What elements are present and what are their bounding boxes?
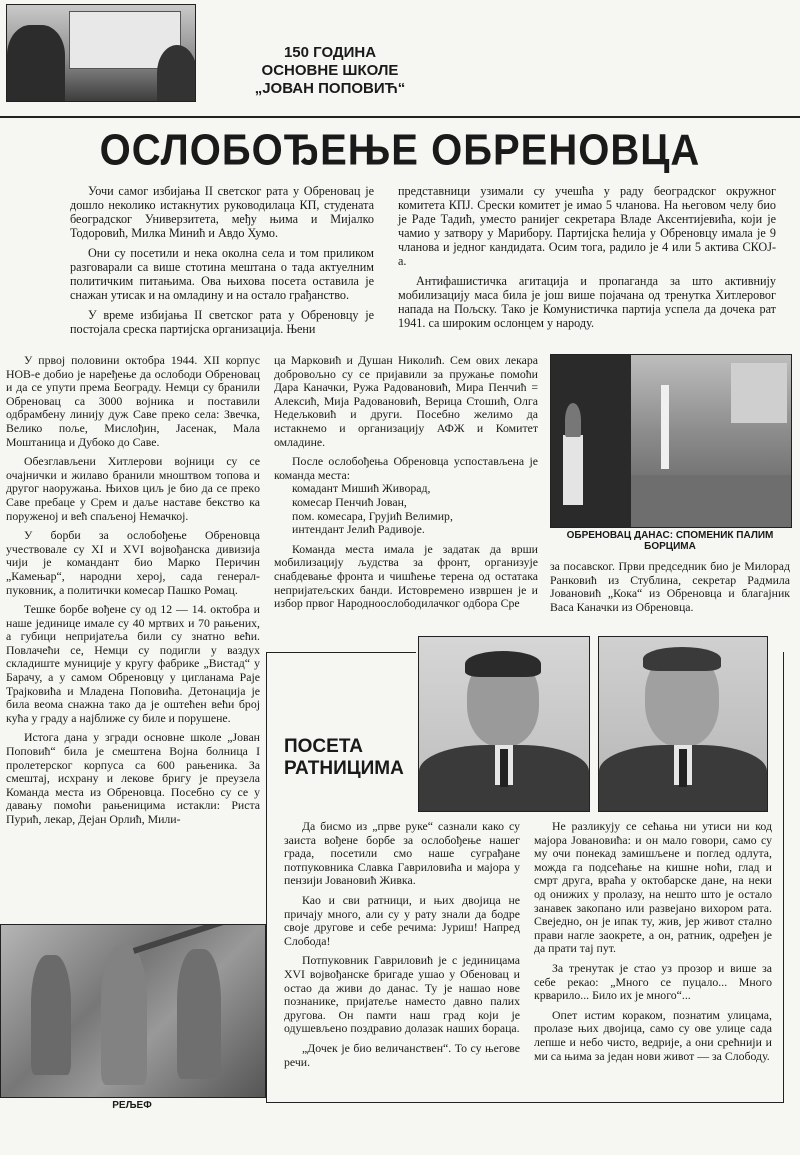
portrait-gavrilovic xyxy=(418,636,590,812)
school-building-photo xyxy=(6,4,196,102)
paragraph: У борби за ослобођење Обреновца учествовале су XI и XVI војвођанска дивизија чији је командант био Марко Перичин „Камењар“, народни херој, сада генерал-пуковник, а политички комесар Пашко Ромац. xyxy=(6,528,260,597)
command-member: комадант Мишић Живорад, xyxy=(292,481,431,496)
command-member: пом. комесара, Грујић Велимир, xyxy=(292,508,453,523)
paragraph: Опет истим кораком, познатим улицама, пролазе њих двојица, само су ове улице сада лепше и небо чисто, ведрије, а они срећнији и ми са њима за један нови живот — за Слободу. xyxy=(534,1007,772,1063)
memorial-photo xyxy=(550,354,792,528)
paragraph: Потпуковник Гавриловић је с јединицама XVI војвођанске бригаде ушао у Обеновац и остао да живи до данас. Ту је нашао нове познанике, пријатеље наместо давно палих другова. Он памти наш град који је одушевљено поздравио долазак наших бораца. xyxy=(284,953,520,1036)
portrait-jovanovic xyxy=(598,636,768,812)
intro-left-column xyxy=(70,184,374,342)
paragraph: „Дочек је био величанствен“. То су његове речи. xyxy=(284,1040,520,1069)
paragraph: У првој половини октобра 1944. XII корпус НОВ-е добио је наређење да ослободи Обреновац и да се упути према Београду. Немци су бранили Обреновац са 3000 војника и поставили одбрамбену линију дуж Саве преко села: Звечка, Велико поље, Мислођин, Јасенак, Мала Моштаница и Дубоко до Саве. xyxy=(6,353,260,449)
header-line-1: 150 ГОДИНА xyxy=(283,44,377,61)
box-title-line-2: РАТНИЦИМА xyxy=(284,758,404,779)
relief-image xyxy=(0,924,266,1098)
paragraph: У време избијања II светског рата у Обреновцу је постојала среска партијска организација. Њени xyxy=(70,308,374,336)
paragraph: Тешке борбе вођене су од 12 — 14. октобра и наше јединице имале су 40 мртвих и 70 рањених, а губици непријатеља били су знатно већи. Повлачећи се, Немци су подигли у ваздух складиште муниције у кругу фабрике „Вистад“ у Барачу, а у самом Обреновцу у цигланама Раје Трајковића и Младена Поповића. Детонација је била веома снажна тако да је оштећен већи број кућа у граду а најближе су биле и порушене. xyxy=(6,602,260,725)
paragraph: за посавског. Први председник био је Милорад Ранковић из Стублина, секретар Радмила Јовановић „Кока“ из Обреновца и благајник Васа Каначки из Обреновца. xyxy=(550,559,790,614)
paragraph: ца Марковић и Душан Николић. Сем ових лекара добровољно су се пријавили за пружање помоћи Дара Каначки, Ружа Радовановић, Мира Пенчић = Алексић, Мија Радовановић, Верица Стошић, Олга Недељковић и други. Посебно желимо да истакнемо и организацију АФЖ и Комитет омладине. xyxy=(274,353,538,449)
paragraph: Да бисмо из „прве руке“ сазнали како су заиста вођене борбе за ослобођење нашег града, посетили смо наше суграђане потпуковника Славка Гавриловића и мајора у пензији Јовановић Живка. xyxy=(284,819,520,888)
header-line-2: ОСНОВНЕ ШКОЛЕ xyxy=(261,62,399,79)
column-2 xyxy=(274,354,538,617)
header-divider xyxy=(0,116,800,118)
box-left-column xyxy=(284,820,520,1075)
article-title: ОСЛОБОЂЕЊЕ ОБРЕНОВЦА xyxy=(99,125,701,175)
paragraph: Не разликују се сећања ни утиси ни код мајора Јовановића: и он мало говори, само су му очи понекад замишљене и поглед одлута, можда га подсећање на кишне ноћи, глад и смрт друга, враћа у октобарске дане, на неки од онижих у пролазу, на нешто што је остало занавек закопано или развејано вихором рата. Свеједно, он је ипак тy, жив, јер живот стално прави нагле заокрете, а он, ратник, одређен је да прати тај пут. xyxy=(534,819,772,956)
header-line-3: „ЈОВАН ПОПОВИЋ“ xyxy=(254,80,406,97)
paragraph: После ослобођења Обреновца успостављена је команда места: xyxy=(274,454,538,482)
relief-caption: РЕЉЕФ xyxy=(112,1100,152,1111)
column-3 xyxy=(550,560,790,620)
paragraph: Антифашистичка агитација и пропаганда за што активнију мобилизацију маса била је још више појачана од тренутка Хитлеровог напада на Пољску. Тако је Комунистичка партија успела да дочека рат 1941. са широким ослонцем у народу. xyxy=(398,274,776,330)
paragraph: Они су посетили и нека околна села и том приликом разговарали са више стотина мештана о тада актуелним политичким питањима. Ова њихова посета оставила је снажан утисак и на омладину и на остало грађанство. xyxy=(70,246,374,302)
paragraph: Команда места имала је задатак да врши мобилизацију људства за фронт, организује снабдевање фронта и чишћење терена од остатака непријатељских банди. Истовремено извршен је и избор првог Народноослободилачког одбора Сре xyxy=(274,541,538,611)
box-top-border xyxy=(266,652,416,653)
paragraph: представници узимали су учешћа у раду београдског окружног комитета КПЈ. Срески комитет је имао 5 чланова. На његовом челу био је Раде Тадић, уместо ранијег секретара Владе Аксентијевића, који је чамио у затвору у Марибору. Партијска ћелија у Обреновцу имала је 9 чланова и једног кандидата. Осим тога, радило је 4 или 5 актива СКОЈ-а. xyxy=(398,184,776,268)
paragraph: Обезглављени Хитлерови војници су се очајнички и жилаво бранили мноштвом топова и другог наоружања. Њихов циљ је био да се прекo Саве пребаце у Срем и даље наставе бекство ка поруженој и већ спаљеној Немачкој. xyxy=(6,454,260,523)
paragraph: Уочи самог избијања II светског рата у Обреновац је дошло неколико истакнутих руководилаца КП, студената београдског Универзитета, међу њима и Мијалко Тодоровић, Милка Минић и Авдо Хумо. xyxy=(70,184,374,240)
command-member: комесар Пенчић Јован, xyxy=(292,494,407,509)
intro-right-column xyxy=(398,184,776,336)
command-member: интендант Јелић Радивоје. xyxy=(292,522,425,537)
paragraph: Као и сви ратници, и њих двојица не причају много, али су у рату знали да бодре своје другове и себе речима: Јуриш! Напред Слобода! xyxy=(284,892,520,948)
column-1 xyxy=(6,354,260,833)
memorial-photo-caption: ОБРЕНОВАЦ ДАНАС: СПОМЕНИК ПАЛИМ БОРЦИМА xyxy=(566,530,774,552)
box-title xyxy=(284,736,414,780)
anniversary-header xyxy=(200,44,460,98)
paragraph: Истога дана у згради основне школе „Јован Поповић“ била је смештена Војна болница I пролетерског корпуса са 600 рањеника. За смештај, исхрану и лекове бригу је преузела Команда места из Обреновца. Посебно су се у давању помоћи рањеницима истакли: Риста Пурић, лекар, Дејан Орлић, Мили- xyxy=(6,730,260,826)
paragraph: За тренутак је стао уз прозор и више за себе рекао: „Много се пуцало... Много крварило... Било их је много“... xyxy=(534,960,772,1003)
box-title-line-1: ПОСЕТА xyxy=(284,736,363,757)
box-right-column xyxy=(534,820,772,1069)
